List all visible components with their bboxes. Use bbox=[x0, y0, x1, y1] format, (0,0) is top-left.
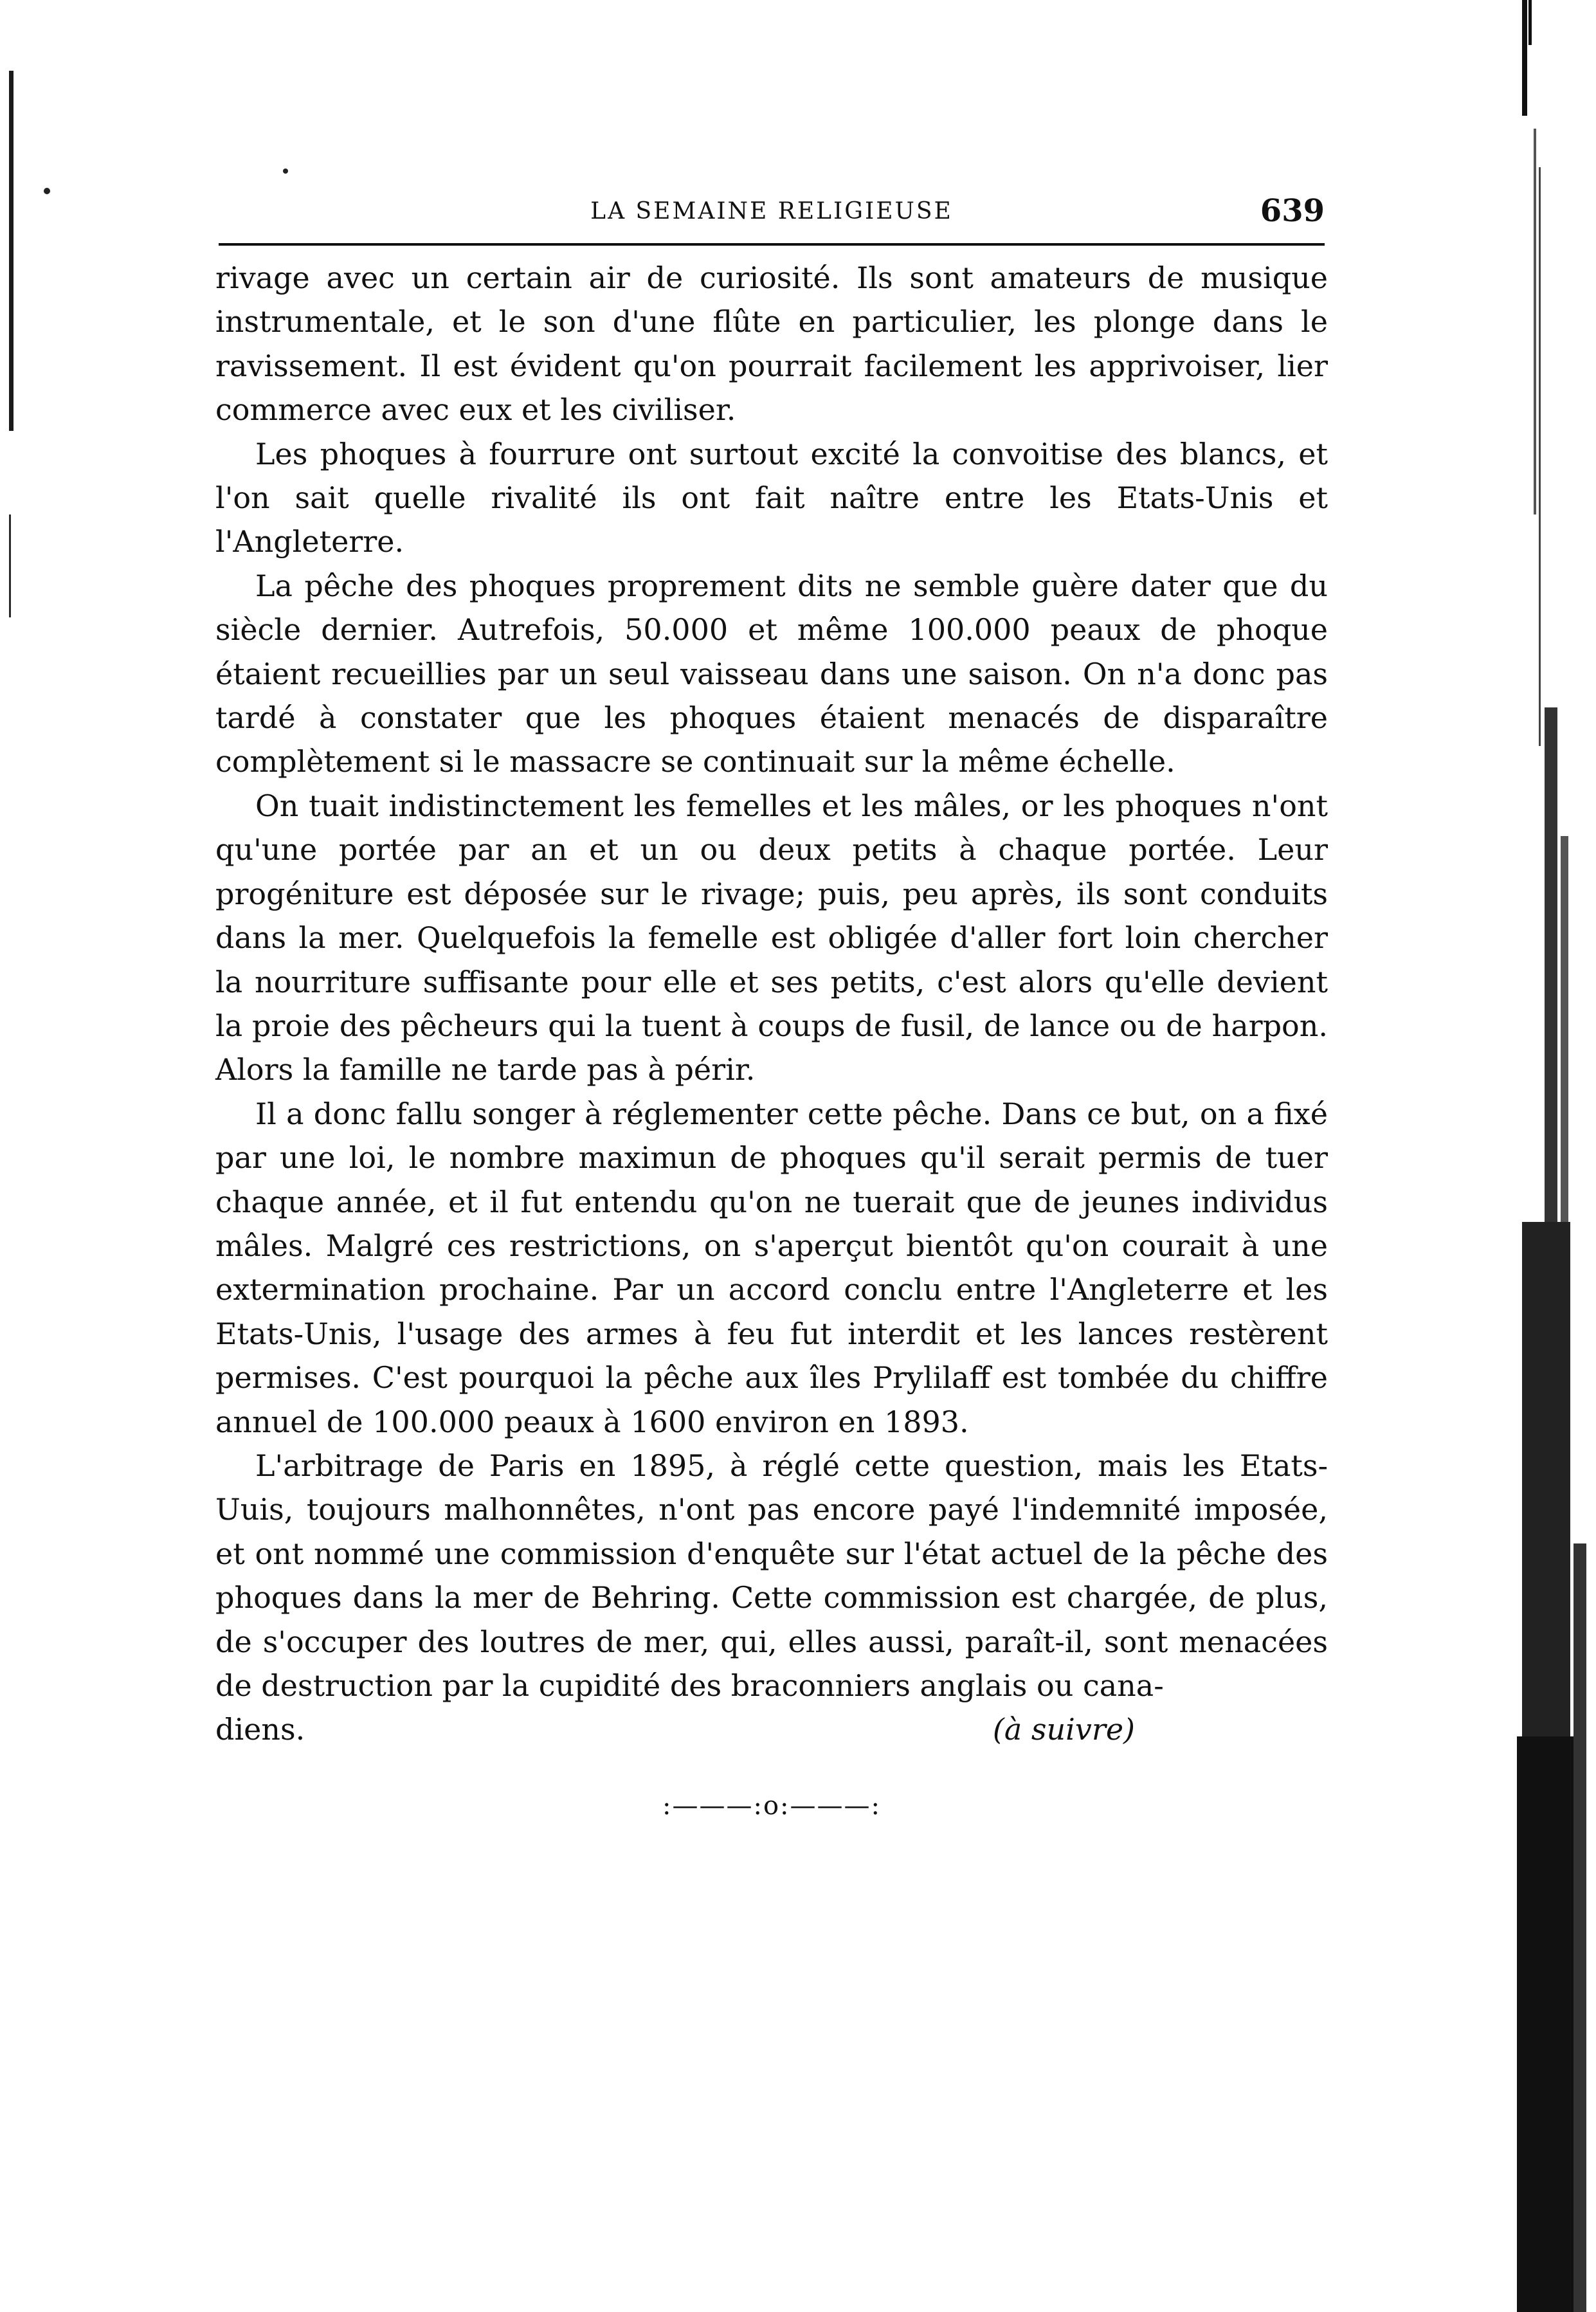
scan-speck bbox=[44, 188, 50, 194]
scan-margin-line bbox=[9, 71, 14, 431]
paragraph: L'arbitrage de Paris en 1895, à réglé cette question, mais les Etats-Uuis, toujours malhonnêtes, n'ont pas encore payé l'indemnité imposée, et ont nommé une commission d'enquête sur l'état actuel de la pêche des phoques dans la mer de Behring. Cette commission est chargée, de plus, de s'occuper des loutres de mer, qui, elles aussi, paraît-il, sont menacées de destruction par la cupidité des braconniers anglais ou cana- bbox=[215, 1448, 1328, 1703]
scanned-page-edge bbox=[1483, 0, 1596, 2312]
paragraph: Les phoques à fourrure ont surtout excité la convoitise des blancs, et l'on sait quelle rivalité ils ont fait naître entre les Etats-Unis et l'Angleterre. bbox=[215, 436, 1328, 560]
header-rule bbox=[219, 243, 1325, 246]
to-be-continued: (à suivre) bbox=[992, 1712, 1135, 1747]
paragraph: rivage avec un certain air de curiosité. Ils sont amateurs de musique instrumentale, et le son d'une flûte en particulier, les plonge dans le ravissement. Il est évident qu'on pourrait facilement les apprivoiser, lier commerce avec eux et les civiliser. bbox=[215, 260, 1328, 428]
running-head bbox=[219, 192, 1325, 237]
paragraph: La pêche des phoques proprement dits ne semble guère dater que du siècle dernier. Autrefois, 50.000 et même 100.000 peaux de phoque étaient recueillies par un seul vaisseau dans une saison. On n'a donc pas tardé à constater que les phoques étaient menacés de disparaître complètement si le massacre se continuait sur la même échelle. bbox=[215, 568, 1328, 779]
scan-speck bbox=[283, 168, 288, 174]
article-body bbox=[215, 256, 1328, 1828]
paragraph: Il a donc fallu songer à réglementer cette pêche. Dans ce but, on a fixé par une loi, le nombre maximun de phoques qu'il serait permis de tuer chaque année, et il fut entendu qu'on ne tuerait que de jeunes individus mâles. Malgré ces restrictions, on s'aperçut bientôt qu'on courait à une extermination prochaine. Par un accord conclu entre l'Angleterre et les Etats-Unis, l'usage des armes à feu fut interdit et les lances restèrent permises. C'est pourquoi la pêche aux îles Prylilaff est tombée du chiffre annuel de 100.000 peaux à 1600 environ en 1893. bbox=[215, 1096, 1328, 1439]
running-title: LA SEMAINE RELIGIEUSE bbox=[590, 198, 953, 224]
paragraph: On tuait indistinctement les femelles et les mâles, or les phoques n'ont qu'une portée par an et un ou deux petits à chaque portée. Leur progéniture est déposée sur le rivage; puis, peu après, ils sont conduits dans la mer. Quelquefois la femelle est obligée d'aller fort loin chercher la nourriture suffisante pour elle et ses petits, c'est alors qu'elle devient la proie des pêcheurs qui la tuent à coups de fusil, de lance ou de harpon. Alors la famille ne tarde pas à périr. bbox=[215, 788, 1328, 1088]
closing-line bbox=[215, 1707, 1328, 1751]
page-number: 639 bbox=[1260, 193, 1325, 229]
scan-margin-line-lower bbox=[9, 514, 11, 617]
section-separator: :———:o:———: bbox=[662, 1790, 881, 1821]
closing-word: diens. bbox=[215, 1712, 305, 1747]
